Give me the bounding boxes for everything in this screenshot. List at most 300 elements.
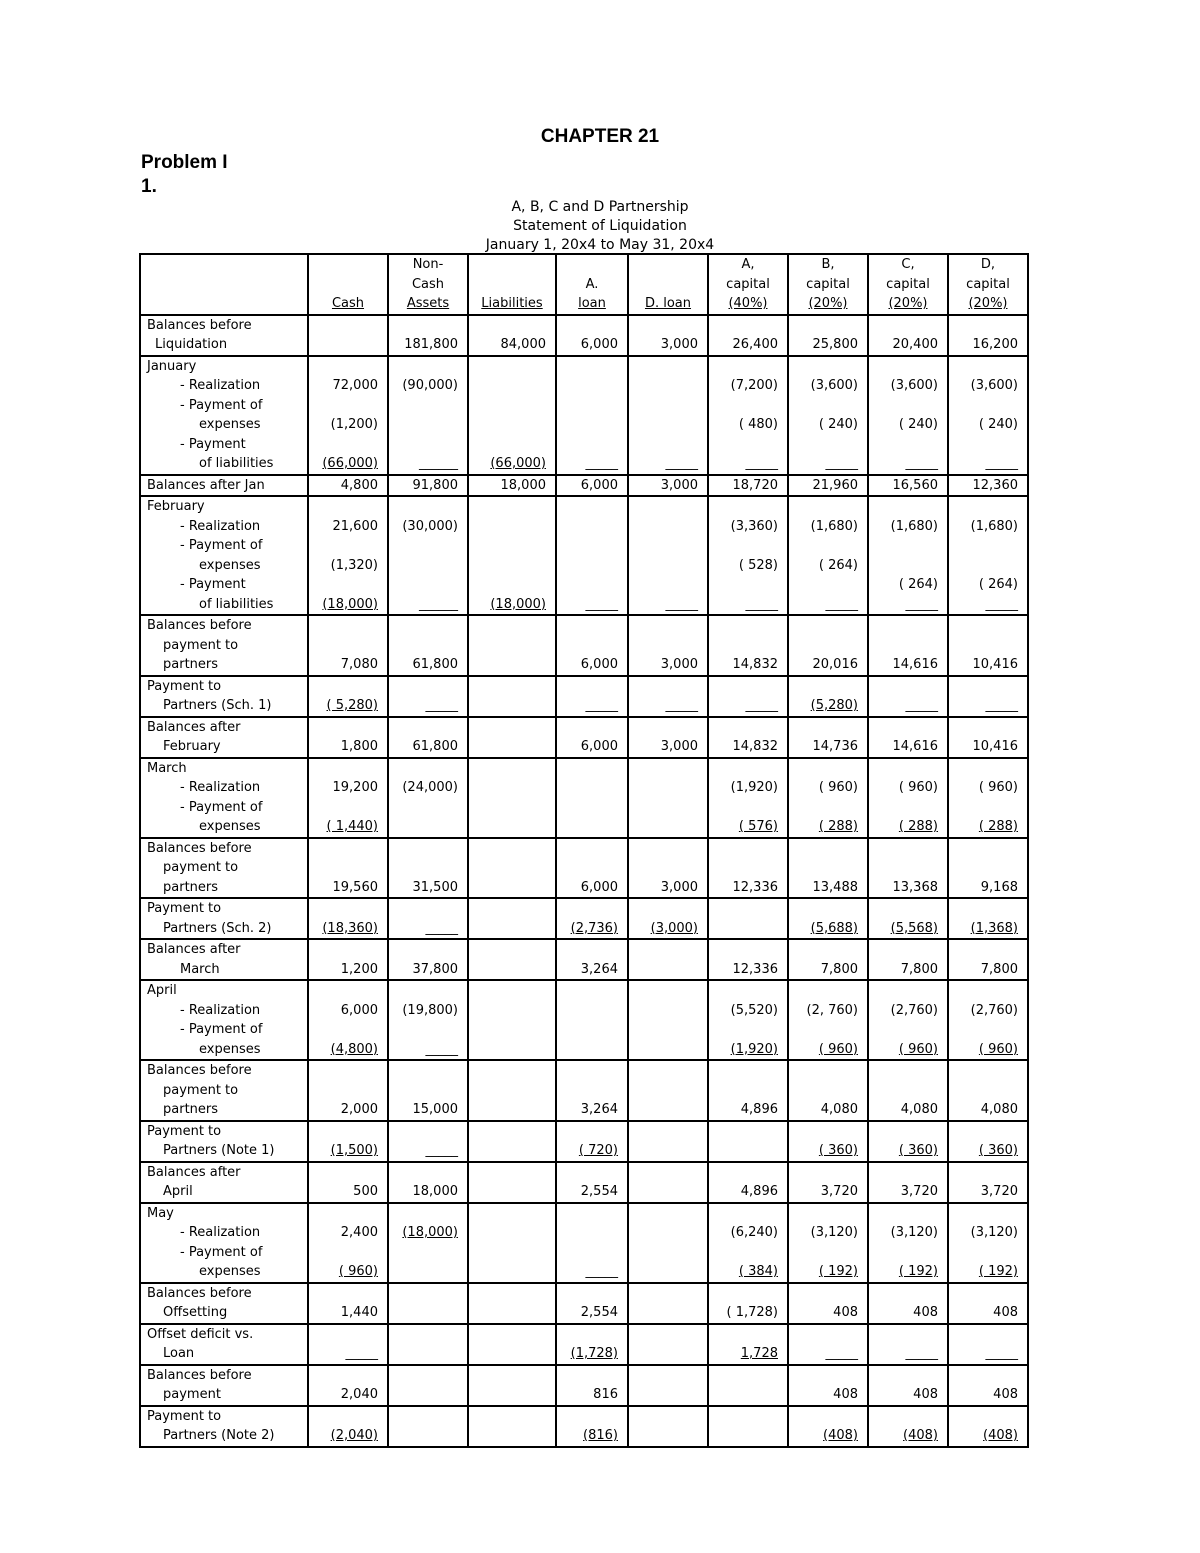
cell-line: April <box>147 983 177 998</box>
cell-line: C, <box>901 257 915 272</box>
cell-a-capital <box>708 939 788 980</box>
cell-line: 181,800 <box>404 337 458 352</box>
cell-b-capital <box>788 1203 868 1283</box>
cell-line: 61,800 <box>412 739 458 754</box>
row-label <box>140 315 308 356</box>
cell-b-capital <box>788 356 868 475</box>
cell-b-capital <box>788 758 868 838</box>
cell-b-capital <box>788 315 868 356</box>
cell-line: ( 360) <box>898 1143 938 1158</box>
cell-line: Loan <box>163 1346 195 1361</box>
cell-line: 18,720 <box>732 477 778 493</box>
cell-line: - Realization <box>180 1225 261 1240</box>
cell-line: expenses <box>199 819 261 834</box>
cell-line: (66,000) <box>322 456 378 471</box>
cell-a-loan <box>556 1203 628 1283</box>
table-row <box>140 356 1028 475</box>
cell-line: - Payment <box>180 436 246 452</box>
cell-noncash-assets <box>388 1324 468 1365</box>
cell-line: - Payment of <box>180 538 263 553</box>
cell-a-loan <box>556 1324 628 1365</box>
cell-line: 500 <box>353 1184 378 1199</box>
cell-line: 14,832 <box>732 657 778 672</box>
cell-line: 25,800 <box>812 337 858 352</box>
cell-d-loan <box>628 898 708 939</box>
cell-liabilities <box>468 717 556 758</box>
cell-line: (66,000) <box>490 456 546 471</box>
cell-line: (24,000) <box>402 780 458 795</box>
row-label <box>140 1203 308 1283</box>
cell-line: 12,336 <box>732 961 778 977</box>
cell-line: March <box>180 961 220 977</box>
cell-line: Offsetting <box>163 1305 228 1320</box>
cell-d-capital <box>948 1121 1028 1162</box>
cell-d-loan <box>628 980 708 1060</box>
cell-line: payment <box>163 1387 221 1402</box>
cell-line: 37,800 <box>412 961 458 977</box>
cell-line: (1,680) <box>810 518 858 534</box>
cell-line: ______ <box>419 456 458 471</box>
cell-d-loan <box>628 838 708 899</box>
cell-line: (1,920) <box>730 1041 778 1057</box>
cell-d-loan <box>628 356 708 475</box>
cell-b-capital <box>788 1060 868 1121</box>
cell-line: (18,360) <box>322 920 378 936</box>
table-row <box>140 1406 1028 1447</box>
cell-line: _____ <box>985 596 1018 612</box>
table-row <box>140 496 1028 615</box>
cell-line: (20%) <box>968 296 1008 311</box>
cell-line: 6,000 <box>580 337 618 352</box>
cell-line: January <box>147 358 197 374</box>
cell-noncash-assets <box>388 1162 468 1203</box>
cell-line: ( 288) <box>898 819 938 834</box>
table-row <box>140 980 1028 1060</box>
statement-title: Statement of Liquidation <box>513 218 687 234</box>
cell-line: (3,000) <box>650 920 698 936</box>
cell-d-loan <box>628 1283 708 1324</box>
cell-a-capital <box>708 676 788 717</box>
cell-noncash-assets <box>388 980 468 1060</box>
cell-line: 10,416 <box>972 657 1018 672</box>
cell-line: 4,080 <box>820 1102 858 1117</box>
cell-a-capital <box>708 1283 788 1324</box>
cell-line: 3,000 <box>660 657 698 672</box>
cell-d-capital <box>948 315 1028 356</box>
cell-cash <box>308 1406 388 1447</box>
cell-line: ( 528) <box>738 557 778 573</box>
cell-line: _____ <box>345 1346 378 1361</box>
cell-cash <box>308 615 388 676</box>
cell-cash <box>308 315 388 356</box>
cell-c-capital <box>868 1203 948 1283</box>
problem-number: 1. <box>141 176 157 197</box>
cell-line: (18,000) <box>322 596 378 612</box>
cell-a-loan <box>556 1060 628 1121</box>
cell-a-loan <box>556 475 628 497</box>
cell-line: loan <box>578 296 606 311</box>
cell-line: 3,264 <box>580 961 618 977</box>
cell-a-capital <box>708 1060 788 1121</box>
table-row <box>140 615 1028 676</box>
cell-line: (90,000) <box>402 378 458 393</box>
cell-d-loan <box>628 496 708 615</box>
cell-noncash-assets <box>388 676 468 717</box>
cell-line: ( 720) <box>578 1143 618 1158</box>
row-label <box>140 475 308 497</box>
cell-d-capital <box>948 615 1028 676</box>
cell-line: ( 960) <box>338 1264 378 1279</box>
cell-line: _____ <box>985 1346 1018 1361</box>
cell-c-capital <box>868 1324 948 1365</box>
cell-line: ( 360) <box>818 1143 858 1158</box>
cell-line: 61,800 <box>412 657 458 672</box>
cell-line: 14,616 <box>892 657 938 672</box>
cell-liabilities <box>468 898 556 939</box>
cell-line: (2,040) <box>330 1428 378 1443</box>
cell-a-loan <box>556 838 628 899</box>
cell-line: of liabilities <box>199 596 274 612</box>
cell-line: 14,832 <box>732 739 778 754</box>
cell-line: 15,000 <box>412 1102 458 1117</box>
statement-period: January 1, 20x4 to May 31, 20x4 <box>485 237 715 253</box>
cell-noncash-assets <box>388 1121 468 1162</box>
cell-line: 20,016 <box>812 657 858 672</box>
cell-line: - Realization <box>180 780 261 795</box>
cell-line: (408) <box>823 1428 858 1443</box>
cell-d-capital <box>948 939 1028 980</box>
cell-line: (3,120) <box>970 1225 1018 1240</box>
liquidation-table <box>139 253 1029 1448</box>
cell-line: 19,560 <box>332 879 378 895</box>
cell-d-loan <box>628 1162 708 1203</box>
cell-line: - Realization <box>180 518 261 534</box>
table-row <box>140 838 1028 899</box>
cell-line: capital <box>806 276 850 292</box>
cell-line: 1,200 <box>340 961 378 977</box>
header-c-capital <box>868 254 948 315</box>
cell-liabilities <box>468 1365 556 1406</box>
cell-line: 21,600 <box>332 518 378 534</box>
header-row <box>140 254 1028 315</box>
chapter-title: CHAPTER 21 <box>540 126 660 147</box>
cell-a-capital <box>708 1406 788 1447</box>
cell-noncash-assets <box>388 1060 468 1121</box>
cell-line: expenses <box>199 557 261 573</box>
cell-liabilities <box>468 496 556 615</box>
cell-d-loan <box>628 676 708 717</box>
cell-line: expenses <box>199 417 261 432</box>
cell-line: payment to <box>163 1082 239 1098</box>
cell-line: 1,440 <box>340 1305 378 1320</box>
cell-c-capital <box>868 1283 948 1324</box>
cell-line: May <box>147 1205 174 1221</box>
cell-liabilities <box>468 475 556 497</box>
table-row <box>140 1283 1028 1324</box>
cell-line: payment to <box>163 637 239 653</box>
cell-b-capital <box>788 1406 868 1447</box>
cell-cash <box>308 1203 388 1283</box>
cell-line: February <box>147 499 205 514</box>
row-label <box>140 615 308 676</box>
cell-line: (18,000) <box>402 1225 458 1240</box>
cell-line: 2,040 <box>340 1387 378 1402</box>
cell-line: (1,200) <box>330 417 378 432</box>
cell-line: ( 5,280) <box>326 698 378 713</box>
cell-line: (2,760) <box>970 1002 1018 1018</box>
cell-line: - Realization <box>180 1002 261 1018</box>
cell-a-loan <box>556 496 628 615</box>
cell-a-loan <box>556 717 628 758</box>
cell-line: 1,800 <box>340 739 378 754</box>
cell-b-capital <box>788 615 868 676</box>
cell-line: 408 <box>833 1387 858 1402</box>
cell-line: payment to <box>163 860 239 875</box>
cell-b-capital <box>788 717 868 758</box>
cell-line: 6,000 <box>340 1002 378 1018</box>
cell-line: (3,360) <box>730 518 778 534</box>
cell-line: Balances before <box>147 1367 252 1383</box>
cell-line: ( 960) <box>818 780 858 795</box>
cell-d-loan <box>628 1324 708 1365</box>
cell-line: 2,554 <box>580 1305 618 1320</box>
cell-line: 13,368 <box>892 879 938 895</box>
cell-line: (5,520) <box>730 1002 778 1018</box>
cell-line: _____ <box>985 698 1018 713</box>
cell-b-capital <box>788 1365 868 1406</box>
cell-line: 408 <box>913 1387 938 1402</box>
table-row <box>140 1121 1028 1162</box>
cell-line: Offset deficit vs. <box>147 1326 254 1342</box>
cell-line: ( 576) <box>738 819 778 834</box>
cell-line: Balances before <box>147 1063 252 1078</box>
table-row <box>140 315 1028 356</box>
cell-a-loan <box>556 898 628 939</box>
cell-line: 3,264 <box>580 1102 618 1117</box>
cell-line: 6,000 <box>580 739 618 754</box>
row-label <box>140 1121 308 1162</box>
cell-line: 13,488 <box>812 879 858 895</box>
cell-line: 408 <box>993 1387 1018 1402</box>
cell-c-capital <box>868 1365 948 1406</box>
cell-noncash-assets <box>388 475 468 497</box>
row-label <box>140 758 308 838</box>
cell-line: Balances after <box>147 942 241 957</box>
cell-line: 2,554 <box>580 1184 618 1199</box>
cell-line: Balances before <box>147 1285 252 1301</box>
cell-line: Liquidation <box>155 337 228 352</box>
cell-line: 6,000 <box>580 879 618 895</box>
cell-d-capital <box>948 1324 1028 1365</box>
cell-a-capital <box>708 1203 788 1283</box>
statement-titles <box>0 198 1200 255</box>
cell-noncash-assets <box>388 1203 468 1283</box>
cell-cash <box>308 1121 388 1162</box>
cell-line: _____ <box>745 596 778 612</box>
cell-line: 408 <box>833 1305 858 1320</box>
cell-line: (20%) <box>888 296 928 311</box>
cell-d-loan <box>628 315 708 356</box>
cell-line: Partners (Note 2) <box>163 1428 275 1443</box>
cell-line: ( 192) <box>818 1264 858 1279</box>
cell-line: 14,616 <box>892 739 938 754</box>
cell-line: 12,336 <box>732 879 778 895</box>
cell-line: (408) <box>903 1428 938 1443</box>
cell-c-capital <box>868 356 948 475</box>
cell-line: ( 288) <box>818 819 858 834</box>
cell-line: 3,720 <box>900 1184 938 1199</box>
cell-c-capital <box>868 758 948 838</box>
cell-line: (40%) <box>728 296 768 311</box>
cell-a-loan <box>556 356 628 475</box>
cell-line: _____ <box>585 456 618 471</box>
cell-line: Partners (Sch. 1) <box>163 698 272 713</box>
cell-line: _____ <box>425 698 458 713</box>
cell-d-capital <box>948 1060 1028 1121</box>
cell-line: ( 1,440) <box>326 819 378 834</box>
cell-liabilities <box>468 939 556 980</box>
cell-d-loan <box>628 1406 708 1447</box>
cell-line: (6,240) <box>730 1225 778 1240</box>
cell-line: (816) <box>583 1428 618 1443</box>
cell-line: ( 960) <box>978 780 1018 795</box>
cell-line: _____ <box>425 920 458 936</box>
cell-c-capital <box>868 1060 948 1121</box>
cell-liabilities <box>468 758 556 838</box>
cell-line: Balances after <box>147 1164 241 1180</box>
table-row <box>140 717 1028 758</box>
cell-liabilities <box>468 676 556 717</box>
cell-d-loan <box>628 1203 708 1283</box>
cell-d-capital <box>948 676 1028 717</box>
cell-b-capital <box>788 1283 868 1324</box>
cell-noncash-assets <box>388 1283 468 1324</box>
cell-line: (2,736) <box>570 920 618 936</box>
cell-line: partners <box>163 1102 219 1117</box>
cell-line: ( 240) <box>818 417 858 432</box>
cell-line: ( 192) <box>978 1264 1018 1279</box>
problem-heading: Problem I <box>141 152 228 173</box>
cell-b-capital <box>788 898 868 939</box>
row-label <box>140 717 308 758</box>
cell-d-loan <box>628 475 708 497</box>
cell-b-capital <box>788 676 868 717</box>
header-a-capital <box>708 254 788 315</box>
cell-line: (2, 760) <box>806 1002 858 1018</box>
cell-line: ( 960) <box>898 780 938 795</box>
cell-line: 408 <box>993 1305 1018 1320</box>
cell-a-capital <box>708 315 788 356</box>
cell-line: Assets <box>406 296 450 311</box>
cell-d-loan <box>628 717 708 758</box>
cell-line: 3,000 <box>660 477 698 493</box>
cell-line: 18,000 <box>412 1184 458 1199</box>
cell-line: D, <box>980 257 996 272</box>
cell-cash <box>308 676 388 717</box>
cell-d-capital <box>948 758 1028 838</box>
cell-liabilities <box>468 1060 556 1121</box>
cell-cash <box>308 496 388 615</box>
row-label <box>140 1283 308 1324</box>
cell-line: 6,000 <box>580 477 618 493</box>
cell-d-capital <box>948 356 1028 475</box>
cell-line: Balances after <box>147 719 241 735</box>
cell-a-loan <box>556 980 628 1060</box>
cell-a-capital <box>708 758 788 838</box>
cell-line: ( 1,728) <box>726 1305 778 1320</box>
cell-liabilities <box>468 1283 556 1324</box>
cell-d-capital <box>948 475 1028 497</box>
cell-line: (5,568) <box>890 920 938 936</box>
cell-line: 91,800 <box>412 477 458 493</box>
cell-d-loan <box>628 1060 708 1121</box>
cell-line: (1,920) <box>730 780 778 795</box>
cell-line: _____ <box>425 1041 458 1057</box>
cell-liabilities <box>468 1324 556 1365</box>
header-noncash-assets <box>388 254 468 315</box>
cell-d-capital <box>948 1406 1028 1447</box>
cell-line: expenses <box>199 1041 261 1057</box>
cell-line: (3,120) <box>890 1225 938 1240</box>
cell-line: Payment to <box>147 1408 222 1424</box>
cell-noncash-assets <box>388 838 468 899</box>
cell-b-capital <box>788 838 868 899</box>
cell-line: ( 264) <box>978 577 1018 592</box>
cell-line: ( 360) <box>978 1143 1018 1158</box>
cell-noncash-assets <box>388 898 468 939</box>
cell-line: 1,728 <box>740 1346 778 1361</box>
cell-b-capital <box>788 475 868 497</box>
cell-a-capital <box>708 980 788 1060</box>
cell-line: partners <box>163 657 219 672</box>
cell-line: ( 264) <box>898 577 938 592</box>
cell-line: 72,000 <box>332 378 378 393</box>
header-cash <box>308 254 388 315</box>
cell-line: ______ <box>419 596 458 612</box>
cell-line: (1,500) <box>330 1143 378 1158</box>
cell-noncash-assets <box>388 758 468 838</box>
cell-a-loan <box>556 615 628 676</box>
cell-line: ( 240) <box>978 417 1018 432</box>
cell-line: _____ <box>905 596 938 612</box>
cell-liabilities <box>468 838 556 899</box>
cell-line: 2,400 <box>340 1225 378 1240</box>
cell-d-loan <box>628 758 708 838</box>
cell-noncash-assets <box>388 615 468 676</box>
cell-line: _____ <box>985 456 1018 471</box>
cell-line: _____ <box>585 596 618 612</box>
cell-line: 84,000 <box>500 337 546 352</box>
row-label <box>140 1324 308 1365</box>
cell-line: 3,000 <box>660 879 698 895</box>
cell-line: 7,800 <box>900 961 938 977</box>
cell-line: _____ <box>825 596 858 612</box>
cell-b-capital <box>788 939 868 980</box>
cell-cash <box>308 1324 388 1365</box>
cell-cash <box>308 838 388 899</box>
cell-line: (3,600) <box>970 378 1018 393</box>
cell-line: 19,200 <box>332 780 378 795</box>
cell-line: _____ <box>425 1143 458 1158</box>
cell-liabilities <box>468 1121 556 1162</box>
cell-cash <box>308 898 388 939</box>
cell-line: March <box>147 760 187 776</box>
cell-line: Partners (Note 1) <box>163 1143 275 1158</box>
cell-liabilities <box>468 356 556 475</box>
table-row <box>140 676 1028 717</box>
cell-noncash-assets <box>388 939 468 980</box>
cell-d-capital <box>948 496 1028 615</box>
